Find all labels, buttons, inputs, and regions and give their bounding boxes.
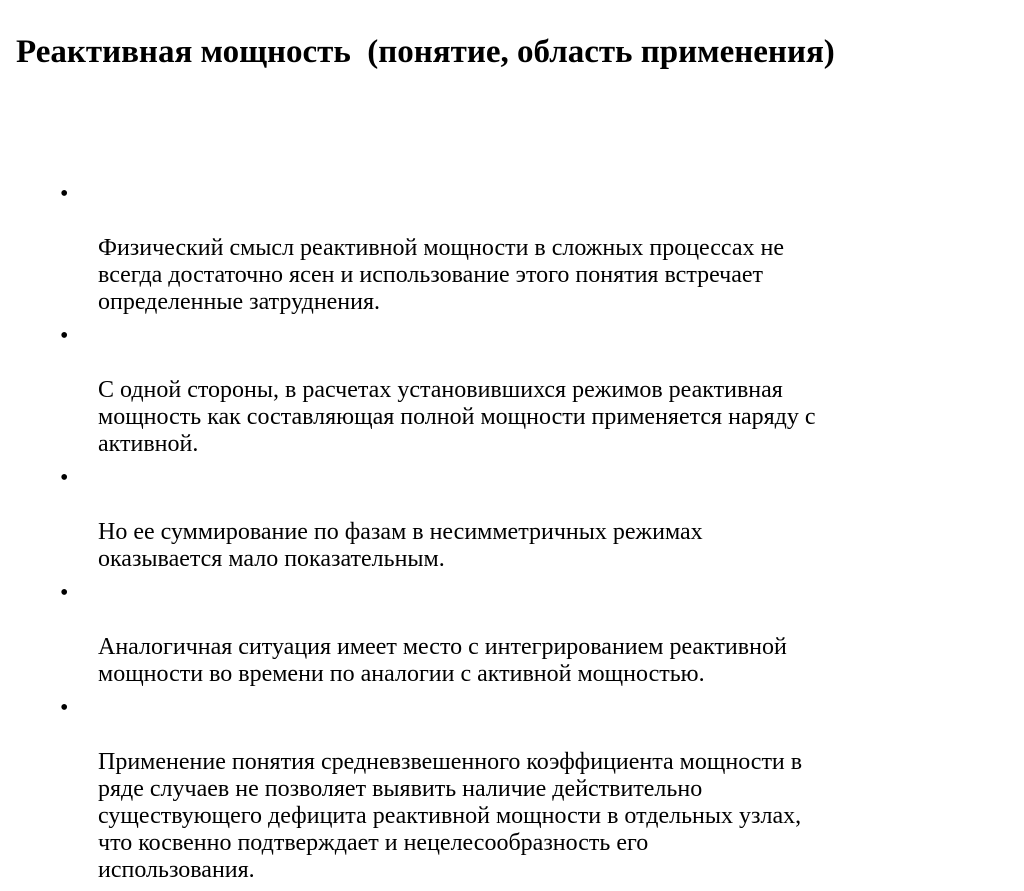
bullet-text: Физический смысл реактивной мощности в сложных процессах не всегда достаточно ясен и использование этого понятия встречает определенные затруднения. [98,235,785,315]
bullet-text: С одной стороны, в расчетах установившихся режимов реактивная мощность как составляющая полной мощности применяется наряду с активной. [98,377,816,457]
list-item [60,695,970,884]
bullet-icon: • [60,323,69,349]
bullet-icon: • [60,695,69,721]
list-item [60,323,970,458]
list-item [60,181,970,316]
list-item [60,465,970,573]
slide-title: Реактивная мощность (понятие, область применения) [16,34,835,70]
bullet-text: Но ее суммирование по фазам в несимметричных режимах оказывается мало показательным. [98,519,703,572]
bullet-icon: • [60,580,69,606]
bullet-icon: • [60,181,69,207]
bullet-text: Применение понятия средневзвешенного коэффициента мощности в ряде случаев не позволяет выявить наличие действительно существующего дефицита реактивной мощности в отдельных узлах, что косвенно подтверждает и нецелесообразность его использования. [98,749,803,883]
bullet-text: Аналогичная ситуация имеет место с интегрированием реактивной мощности во времени по аналогии с активной мощностью. [98,634,787,687]
list-item [60,580,970,688]
bullet-list [60,181,970,891]
bullet-icon: • [60,465,69,491]
